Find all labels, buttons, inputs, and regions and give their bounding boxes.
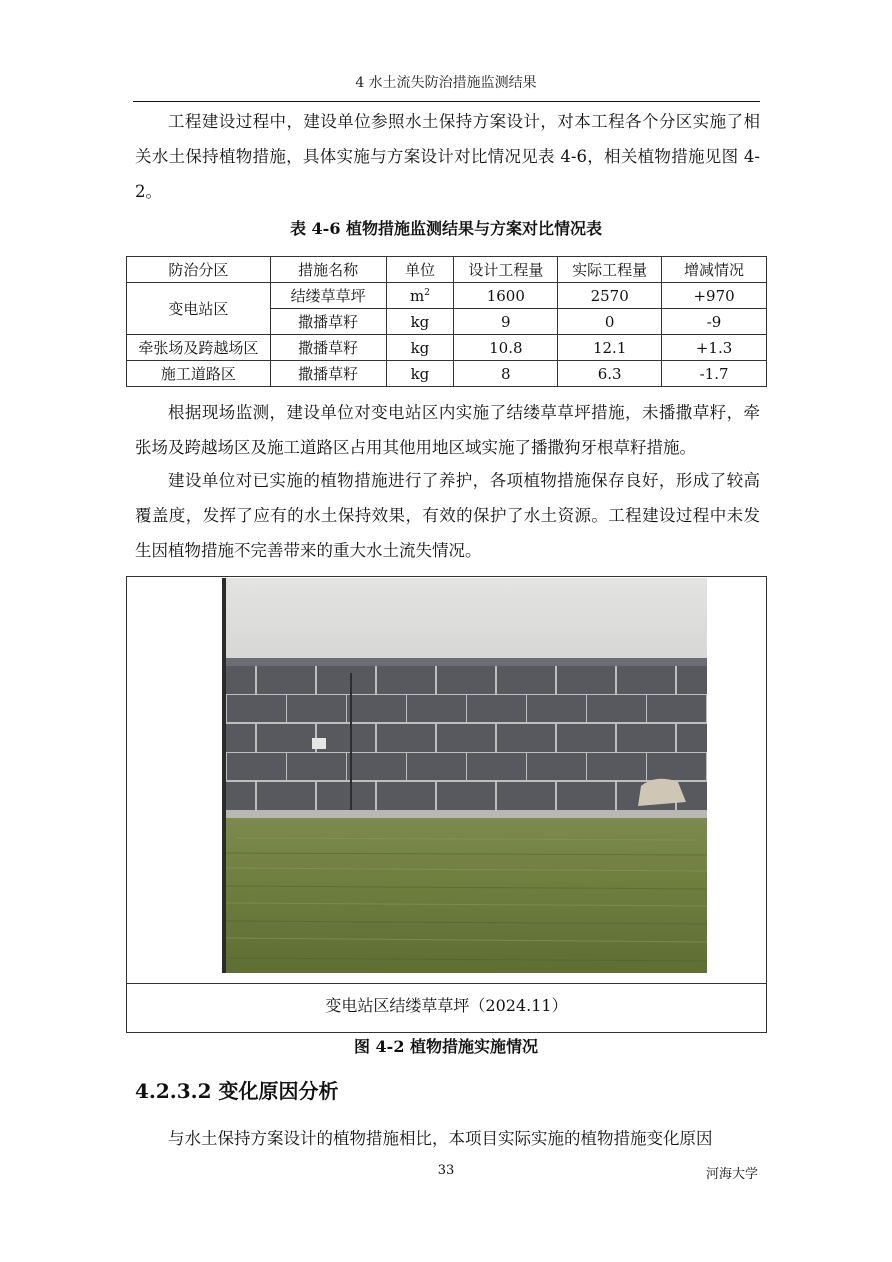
header-unit: 单位 [386, 257, 454, 283]
cell-change: +970 [662, 283, 767, 309]
cell-unit: kg [386, 335, 454, 361]
measures-table [126, 256, 767, 387]
header-change: 增减情况 [662, 257, 767, 283]
cell-design: 9 [454, 309, 558, 335]
cell-unit: kg [386, 309, 454, 335]
paragraph-intro: 工程建设过程中，建设单位参照水土保持方案设计，对本工程各个分区实施了相关水土保持植物措施，具体实施与方案设计对比情况见表 4-6，相关植物措施见图 4-2。 [135, 112, 760, 201]
header-actual: 实际工程量 [558, 257, 662, 283]
cell-actual: 6.3 [558, 361, 662, 387]
cell-change: -9 [662, 309, 767, 335]
cell-design: 10.8 [454, 335, 558, 361]
cell-zone: 牵张场及跨越场区 [127, 335, 271, 361]
cell-actual: 2570 [558, 283, 662, 309]
cell-unit: kg [386, 361, 454, 387]
cell-measure: 撒播草籽 [270, 335, 386, 361]
paragraph-monitoring: 根据现场监测，建设单位对变电站区内实施了结缕草草坪措施，未播撒草籽，牵张场及跨越场区及施工道路区占用其他用地区域实施了播撒狗牙根草籽措施。 [135, 403, 760, 457]
paragraph-maintenance: 建设单位对已实施的植物措施进行了养护，各项植物措施保存良好，形成了较高覆盖度，发挥了应有的水土保持效果，有效的保护了水土资源。工程建设过程中未发生因植物措施不完善带来的重大水土流失情况。 [135, 471, 760, 560]
page-number: 33 [437, 1163, 455, 1178]
cell-unit [386, 283, 454, 309]
paragraph-change-reasons: 与水土保持方案设计的植物措施相比，本项目实际实施的植物措施变化原因 [168, 1129, 713, 1148]
table-row [127, 283, 767, 309]
institution-name: 河海大学 [705, 1167, 758, 1182]
unit-base: m [409, 286, 425, 305]
cell-zone: 施工道路区 [127, 361, 271, 387]
cell-measure: 撒播草籽 [270, 361, 386, 387]
cell-change: +1.3 [662, 335, 767, 361]
cell-zone: 变电站区 [127, 283, 271, 335]
section-heading: 4.2.3.2 变化原因分析 [135, 1079, 339, 1103]
header-measure: 措施名称 [270, 257, 386, 283]
table-header-row [127, 257, 767, 283]
lawn-photo-graphic [226, 578, 707, 973]
photo-caption: 变电站区结缕草草坪（2024.11） [325, 996, 568, 1015]
figure-caption: 图 4-2 植物措施实施情况 [353, 1037, 539, 1056]
cell-design: 8 [454, 361, 558, 387]
table-row [127, 361, 767, 387]
header-zone: 防治分区 [127, 257, 271, 283]
header-design: 设计工程量 [454, 257, 558, 283]
figure-frame [126, 576, 767, 1033]
figure-divider [127, 983, 766, 984]
table-caption: 表 4-6 植物措施监测结果与方案对比情况表 [289, 219, 603, 238]
cell-change: -1.7 [662, 361, 767, 387]
cell-actual: 12.1 [558, 335, 662, 361]
lawn-photo [222, 578, 707, 973]
cell-actual: 0 [558, 309, 662, 335]
cell-design: 1600 [454, 283, 558, 309]
header-rule [133, 101, 760, 102]
running-header: 4 水土流失防治措施监测结果 [355, 75, 537, 91]
table-row [127, 335, 767, 361]
unit-superscript: 2 [424, 287, 430, 298]
cell-measure: 撒播草籽 [270, 309, 386, 335]
cell-measure: 结缕草草坪 [270, 283, 386, 309]
